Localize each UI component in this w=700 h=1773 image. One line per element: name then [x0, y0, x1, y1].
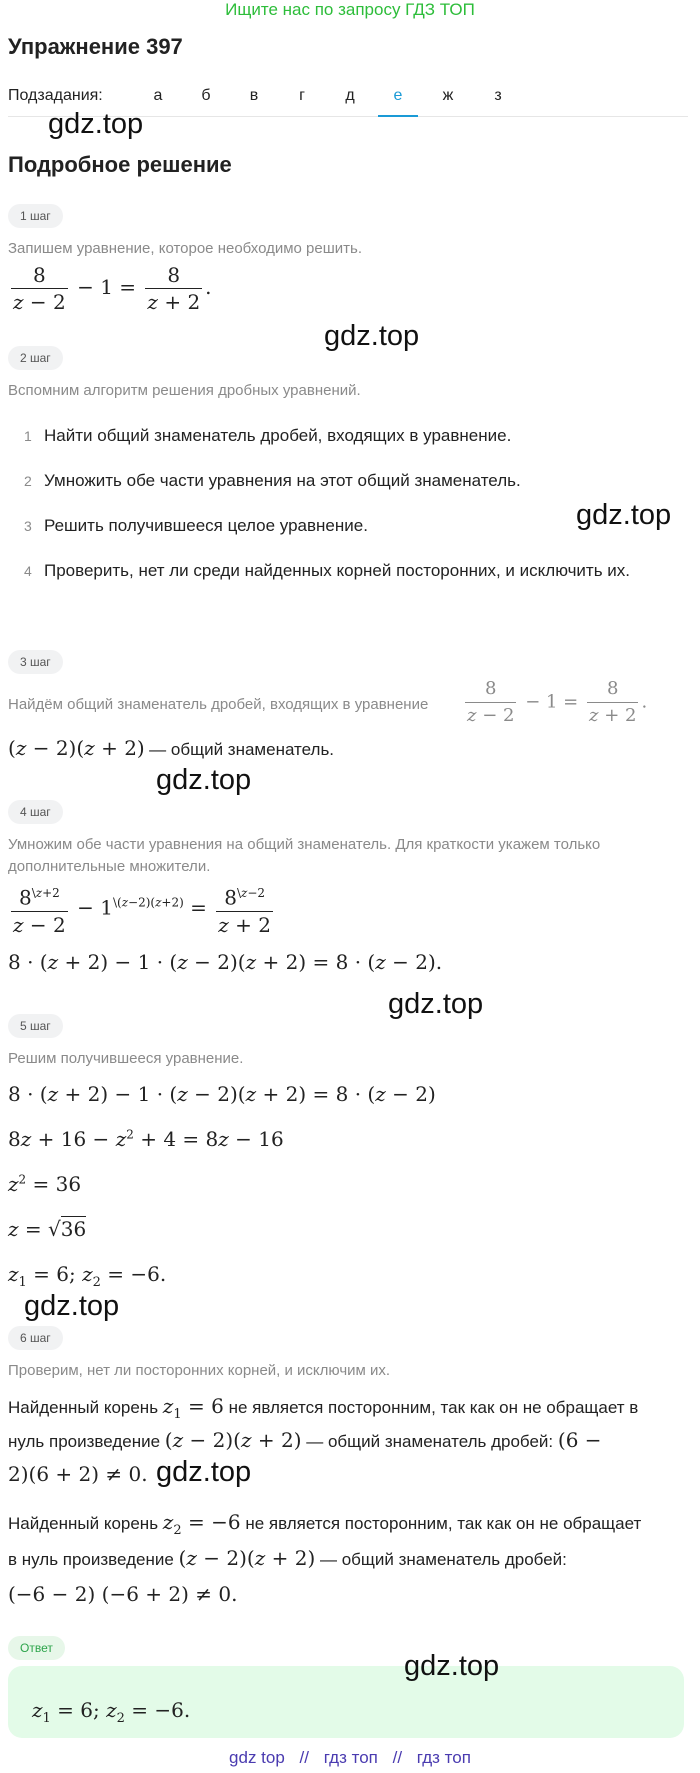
list-text: Умножить обе части уравнения на этот общий знаменатель. [44, 471, 521, 490]
footer-link[interactable]: гдз топ [323, 1748, 378, 1767]
list-number: 4 [24, 563, 32, 579]
footer-separator: // [392, 1748, 403, 1767]
list-item [24, 561, 630, 581]
result-line: (z − 2)(z + 2) — общий знаменатель. [8, 736, 335, 760]
result-text: — общий знаменатель. [149, 740, 335, 759]
tab-v[interactable]: в [249, 87, 259, 104]
promo-banner[interactable]: Ищите нас по запросу ГДЗ ТОП [225, 0, 475, 19]
subtasks-label: Подзадания: [8, 87, 103, 104]
equation: $\frac{8}{z - 2}$ − 1 = $\frac{8}{z + 2}$ . [467, 678, 648, 726]
watermark: gdz.top [48, 108, 144, 140]
equation: $\frac{8}{z - 2}$ − 1 = $\frac{8}{z + 2}$ . [13, 263, 212, 314]
tab-zh[interactable]: ж [442, 87, 454, 104]
step-badge: 1 шаг [8, 204, 63, 228]
equation: $z_1 = 6$; $z_2 = -6$. [8, 1262, 167, 1290]
footer-link[interactable]: gdz top [229, 1748, 285, 1767]
equation: 2)(6 + 2) ≠ 0. [8, 1462, 148, 1486]
page-title: Упражнение 397 [8, 34, 183, 59]
step-badge: 3 шаг [8, 650, 63, 674]
para-text: не является посторонним, так как он не обращает в [228, 1398, 639, 1417]
list-number: 1 [24, 428, 32, 444]
tab-d[interactable]: д [345, 87, 355, 104]
para-text: — общий знаменатель дробей: [320, 1550, 567, 1569]
paragraph: Найденный корень $z_1 = 6$ не является посторонним, так как он не обращает в [8, 1394, 639, 1422]
step-badge: 4 шаг [8, 800, 63, 824]
watermark: gdz.top [156, 764, 252, 796]
para-text: — общий знаменатель дробей: [306, 1432, 554, 1451]
footer-links [0, 1748, 700, 1768]
list-item [24, 471, 521, 491]
tab-e[interactable]: е [378, 84, 418, 117]
paragraph: нуль произведение (z − 2)(z + 2) — общий знаменатель дробей: (6 − [8, 1428, 602, 1452]
footer-separator: // [299, 1748, 309, 1767]
para-text: Найденный корень [8, 1514, 159, 1533]
equation: z = √36 [8, 1217, 87, 1241]
watermark: gdz.top [576, 499, 672, 531]
step-badge: 6 шаг [8, 1326, 63, 1350]
step-text: Проверим, нет ли посторонних корней, и исключим их. [8, 1362, 391, 1379]
equation: (−6 − 2) (−6 + 2) ≠ 0. [8, 1582, 238, 1606]
tab-z[interactable]: з [494, 87, 502, 104]
section-title: Подробное решение [8, 152, 232, 177]
watermark: gdz.top [324, 320, 420, 352]
watermark: gdz.top [24, 1290, 120, 1322]
equation: $8z + 16 - z^2 + 4 = 8z - 16$ [8, 1127, 284, 1151]
para-text: не является посторонним, так как он не обращает [245, 1514, 642, 1533]
para-text: в нуль произведение [8, 1550, 174, 1569]
para-text: Найденный корень [8, 1398, 159, 1417]
paragraph: в нуль произведение (z − 2)(z + 2) — общий знаменатель дробей: [8, 1546, 567, 1570]
answer-badge: Ответ [8, 1636, 65, 1660]
step-text: Умножим обе части уравнения на общий знаменатель. Для краткости укажем только дополнительные множители. [8, 836, 601, 875]
step-text: Решим получившееся уравнение. [8, 1050, 244, 1067]
list-text: Проверить, нет ли среди найденных корней посторонних, и исключить их. [44, 561, 631, 580]
tab-a[interactable]: а [153, 87, 163, 104]
step-text: Найдём общий знаменатель дробей, входящих в уравнение [8, 696, 429, 713]
equation: $\frac{8^{\backslash z+2}}{z - 2}$ − $1^{\backslash(z-2)(z+2)}$ = $\frac{8^{\backslash z-2}}{z + 2}$ [13, 885, 272, 937]
paragraph: Найденный корень $z_2 = -6$ не является посторонним, так как он не обращает [8, 1510, 642, 1538]
watermark: gdz.top [404, 1650, 500, 1682]
step-text: Запишем уравнение, которое необходимо решить. [8, 240, 363, 257]
list-text: Найти общий знаменатель дробей, входящих в уравнение. [44, 426, 512, 445]
step-badge: 2 шаг [8, 346, 63, 370]
equation: 8 · (z + 2) − 1 · (z − 2)(z + 2) = 8 · (z − 2) [8, 1082, 436, 1106]
step-badge: 5 шаг [8, 1014, 63, 1038]
step-text: Вспомним алгоритм решения дробных уравнений. [8, 382, 361, 399]
footer-link[interactable]: гдз топ [416, 1748, 471, 1767]
watermark: gdz.top [156, 1456, 252, 1488]
list-item [24, 426, 511, 446]
answer-equation: $z_1 = 6$; $z_2 = -6$. [32, 1698, 191, 1726]
tab-b[interactable]: б [201, 87, 211, 104]
list-item [24, 516, 368, 536]
tab-g[interactable]: г [299, 87, 305, 104]
equation: $z^2 = 36$ [8, 1172, 82, 1196]
equation: 8 · (z + 2) − 1 · (z − 2)(z + 2) = 8 · (z − 2). [8, 950, 443, 974]
para-text: нуль произведение [8, 1432, 161, 1451]
watermark: gdz.top [388, 988, 484, 1020]
list-text: Решить получившееся целое уравнение. [44, 516, 368, 535]
list-number: 3 [24, 518, 32, 534]
list-number: 2 [24, 473, 32, 489]
